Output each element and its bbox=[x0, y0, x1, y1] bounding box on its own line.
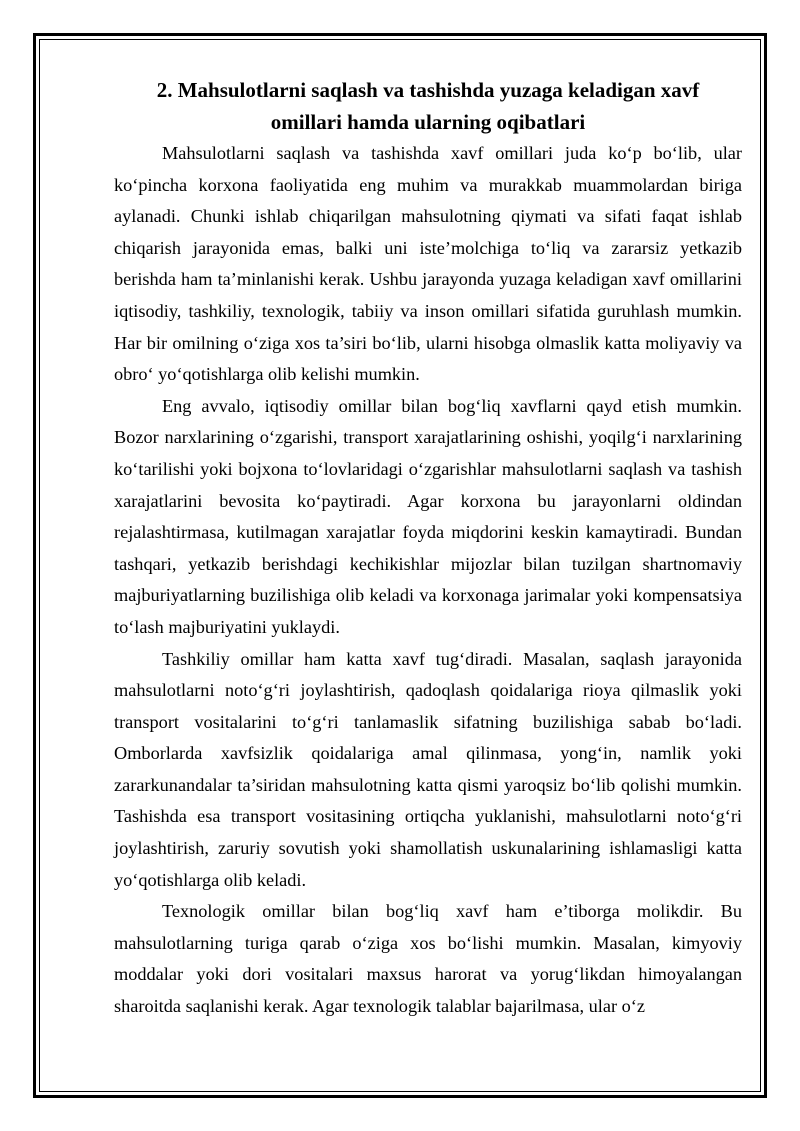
section-title: 2. Mahsulotlarni saqlash va tashishda yuzaga keladigan xavf omillari hamda ularning oqibatlari bbox=[156, 78, 700, 134]
paragraph-technological-factors: Texnologik omillar bilan bog‘liq xavf ham e’tiborga molikdir. Bu mahsulotlarning turiga qarab o‘ziga xos bo‘lishi mumkin. Masalan, kimyoviy moddalar yoki dori vositalari maxsus harorat va yorug‘likdan himoyalangan sharoitda saqlanishi kerak. Agar texnologik talablar bajarilmasa, ular o‘z bbox=[114, 901, 742, 1017]
paragraph-economic-factors: Eng avvalo, iqtisodiy omillar bilan bog‘liq xavflarni qayd etish mumkin. Bozor narxlarining o‘zgarishi, transport xarajatlarining oshishi, yoqilg‘i narxlarining ko‘tarilishi yoki bojxona to‘lovlaridagi o‘zgarishlar mahsulotlarni saqlash va tashish xarajatlarini bevosita ko‘paytiradi. Agar korxona bu jarayonlarni oldindan rejalashtirmasa, kutilmagan xarajatlar foyda miqdorini keskin kamaytiradi. Bundan tashqari, yetkazib berishdagi kechikishlar mijozlar bilan tuzilgan shartnomaviy majburiyatlarning buzilishiga olib keladi va korxonaga jarimalar yoki kompensatsiya to‘lash majburiyatini yuklaydi. bbox=[114, 395, 742, 637]
paragraph-organizational-factors: Tashkiliy omillar ham katta xavf tug‘diradi. Masalan, saqlash jarayonida mahsulotlarni noto‘g‘ri joylashtirish, qadoqlash qoidalariga rioya qilmaslik yoki transport vositalarini to‘g‘ri tanlamaslik sifatning buzilishiga sabab bo‘ladi. Omborlarda xavfsizlik qoidalariga amal qilinmasa, yong‘in, namlik yoki zararkunandalar ta’siridan mahsulotning katta qismi yaroqsiz bo‘lib qolishi mumkin. Tashishda esa transport vositasining ortiqcha yuklanishi, mahsulotlarni noto‘g‘ri joylashtirish, zaruriy sovutish yoki shamollatish uskunalarining ishlamasligi katta yo‘qotishlarga olib keladi. bbox=[114, 648, 742, 890]
paragraph-intro: Mahsulotlarni saqlash va tashishda xavf omillari juda ko‘p bo‘lib, ular ko‘pincha korxona faoliyatida eng muhim va murakkab muammolardan biriga aylanadi. Chunki ishlab chiqarilgan mahsulotning qiymati va sifati faqat ishlab chiqarish jarayonida emas, balki uni iste’molchiga to‘liq va zararsiz yetkazib berishda ham ta’minlanishi kerak. Ushbu jarayonda yuzaga keladigan xavf omillarini iqtisodiy, tashkiliy, texnologik, tabiiy va inson omillari sifatida guruhlash mumkin. Har bir omilning o‘ziga xos ta’siri bo‘lib, ularni hisobga olmaslik katta moliyaviy va obro‘ yo‘qotishlarga olib kelishi mumkin. bbox=[114, 143, 742, 385]
document-body bbox=[114, 74, 742, 1023]
